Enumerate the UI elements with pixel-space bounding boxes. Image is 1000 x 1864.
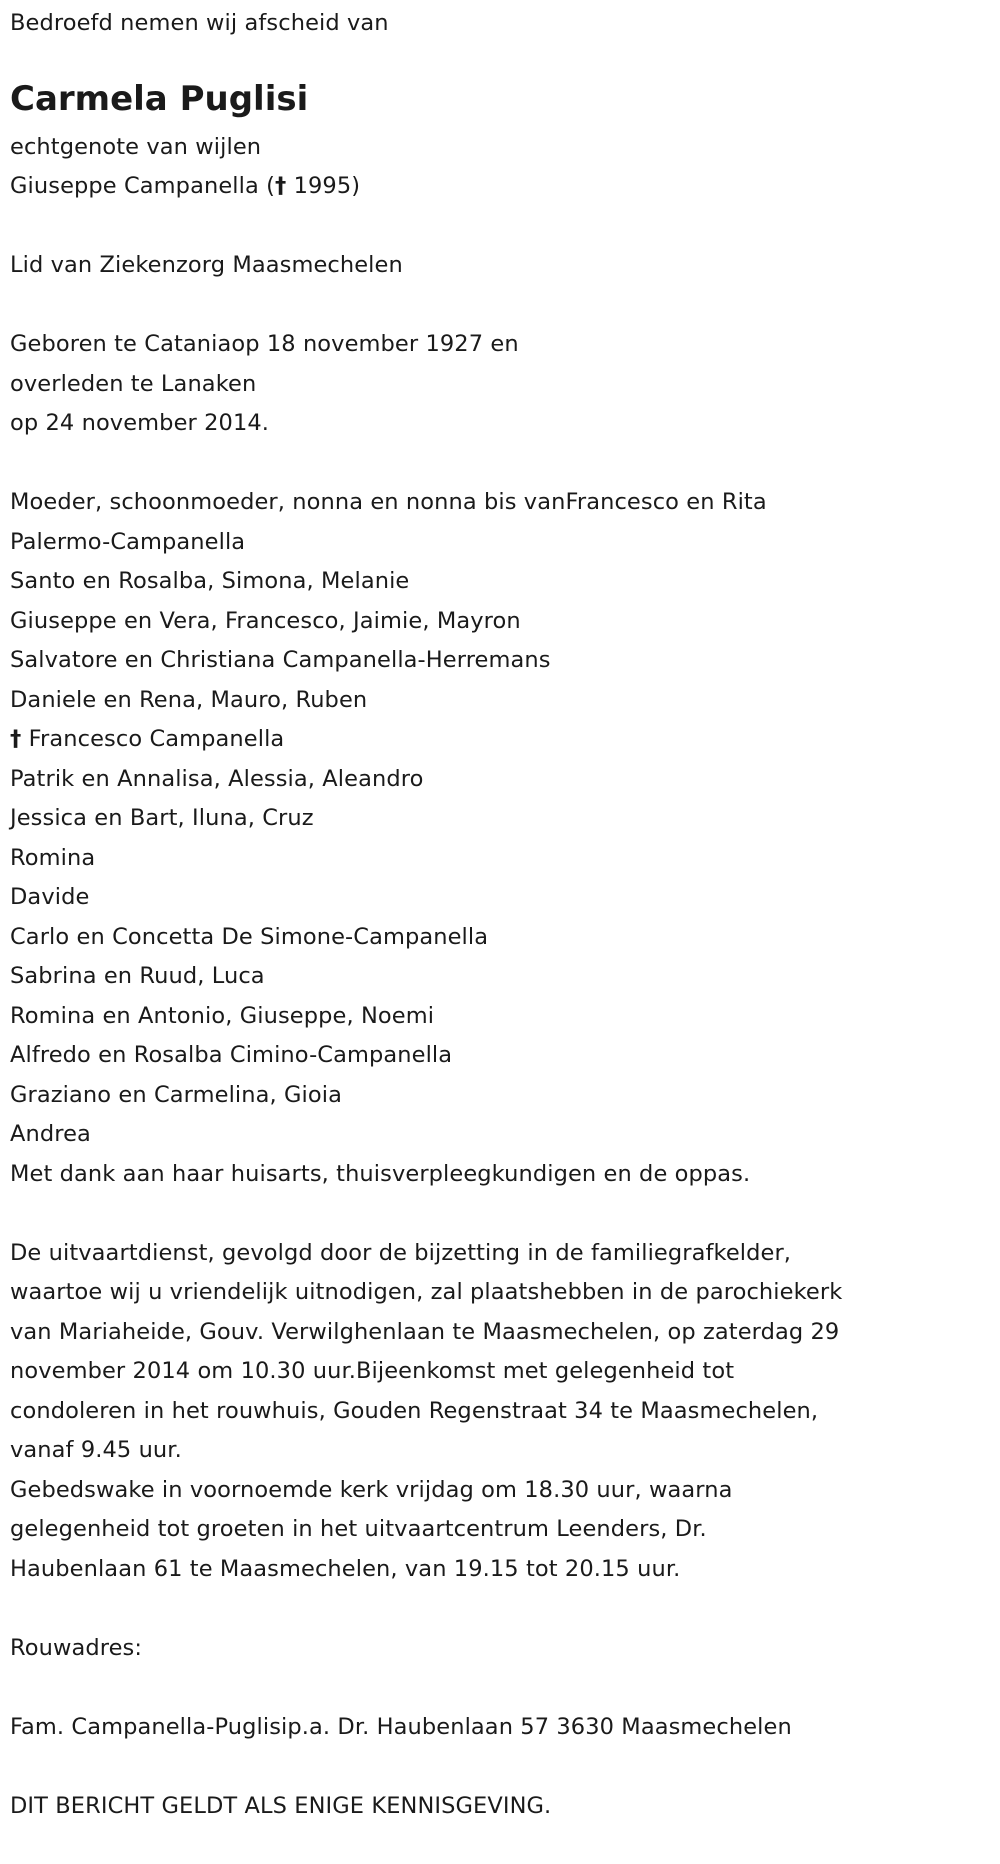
address-label: Rouwadres: (10, 1634, 143, 1661)
birth-death-block (10, 325, 990, 444)
service-line: waartoe wij u vriendelijk uitnodigen, zal plaatshebben in de parochiekerk (10, 1279, 843, 1305)
service-line: Gebedswake in voornoemde kerk vrijdag om 18.30 uur, waarna (10, 1476, 733, 1503)
family-line: Carlo en Concetta De Simone-Campanella (10, 923, 489, 950)
birth-death-line: op 24 november 2014. (10, 410, 270, 436)
spacer (10, 286, 990, 326)
spouse-year: 1995) (286, 173, 361, 199)
thanks-line: Met dank aan haar huisarts, thuisverpleegkundigen en de oppas. (10, 1160, 751, 1187)
family-line: Moeder, schoonmoeder, nonna en nonna bis vanFrancesco en Rita (10, 489, 767, 515)
spacer (10, 1194, 990, 1234)
address-text: Fam. Campanella-Puglisip.a. Dr. Haubenlaan 57 3630 Maasmechelen (10, 1713, 792, 1740)
intro-text: Bedroefd nemen wij afscheid van (10, 10, 389, 36)
family-line: Graziano en Carmelina, Gioia (10, 1081, 343, 1108)
family-list (10, 483, 990, 1194)
family-line: Davide (10, 884, 90, 910)
spouse-name: Giuseppe Campanella ( (10, 173, 275, 199)
service-line: condoleren in het rouwhuis, Gouden Regenstraat 34 te Maasmechelen, (10, 1397, 819, 1424)
obituary-notice (10, 4, 990, 1826)
birth-death-line: Geboren te Cataniaop 18 november 1927 en (10, 331, 519, 357)
service-info (10, 1234, 990, 1590)
family-line: Alfredo en Rosalba Cimino-Campanella (10, 1042, 453, 1068)
deceased-name: Carmela Puglisi (10, 78, 309, 119)
family-line: Romina en Antonio, Giuseppe, Noemi (10, 1002, 435, 1029)
family-line: Palermo-Campanella (10, 528, 246, 555)
family-line: Daniele en Rena, Mauro, Ruben (10, 686, 368, 713)
spacer (10, 444, 990, 484)
family-line: Jessica en Bart, Iluna, Cruz (10, 805, 314, 831)
family-line: Andrea (10, 1121, 91, 1147)
family-line: Patrik en Annalisa, Alessia, Aleandro (10, 765, 424, 792)
service-line: november 2014 om 10.30 uur.Bijeenkomst met gelegenheid tot (10, 1358, 735, 1384)
spouse-line-2 (10, 167, 990, 207)
spacer (10, 1668, 990, 1708)
family-line-deceased (10, 720, 990, 760)
membership-text: Lid van Ziekenzorg Maasmechelen (10, 252, 403, 278)
service-line: van Mariaheide, Gouv. Verwilghenlaan te Maasmechelen, op zaterdag 29 (10, 1318, 840, 1345)
cross-icon: † (10, 726, 22, 752)
family-line: Santo en Rosalba, Simona, Melanie (10, 568, 410, 594)
service-line: vanaf 9.45 uur. (10, 1437, 182, 1463)
spacer (10, 1589, 990, 1629)
family-line: Sabrina en Ruud, Luca (10, 963, 265, 989)
spacer (10, 207, 990, 247)
deceased-member-name: Francesco Campanella (21, 726, 285, 752)
cross-icon: † (274, 173, 287, 199)
family-line: Romina (10, 844, 96, 871)
birth-death-line: overleden te Lanaken (10, 370, 257, 397)
service-line: De uitvaartdienst, gevolgd door de bijzetting in de familiegrafkelder, (10, 1239, 792, 1266)
family-line: Giuseppe en Vera, Francesco, Jaimie, Mayron (10, 607, 521, 634)
spouse-line-1: echtgenote van wijlen (10, 133, 262, 160)
family-line: Salvatore en Christiana Campanella-Herremans (10, 647, 551, 673)
spacer (10, 1747, 990, 1787)
closing-notice: DIT BERICHT GELDT ALS ENIGE KENNISGEVING. (10, 1792, 552, 1819)
service-line: gelegenheid tot groeten in het uitvaartcentrum Leenders, Dr. (10, 1516, 707, 1542)
service-line: Haubenlaan 61 te Maasmechelen, van 19.15 tot 20.15 uur. (10, 1555, 681, 1582)
